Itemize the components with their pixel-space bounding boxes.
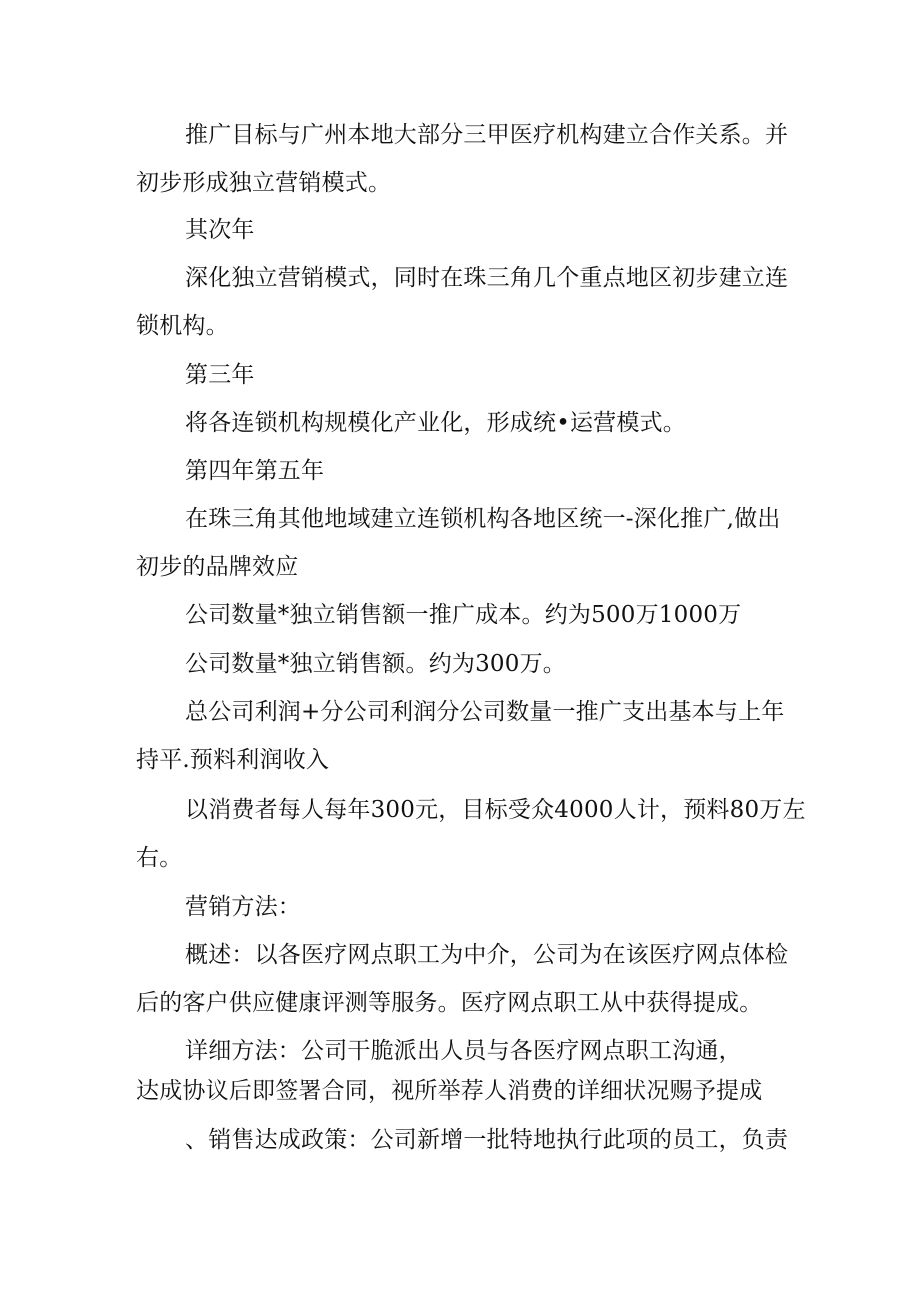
text-line: 初步的品牌效应 — [136, 554, 299, 580]
text-line: 总公司利润+分公司利润分公司数量一推广支出基本与上年 — [185, 699, 785, 725]
text-line: 、销售达成政策：公司新增一批特地执行此项的员工，负责 — [185, 1127, 789, 1153]
text-line: 持平.预料利润收入 — [136, 747, 330, 773]
text-line: 初步形成独立营销模式。 — [136, 170, 392, 196]
text-line: 其次年 — [185, 217, 255, 243]
text-line: 后的客户供应健康评测等服务。医疗网点职工从中获得提成。 — [136, 990, 763, 1016]
text-line: 推广目标与广州本地大部分三甲医疗机构建立合作关系。并 — [185, 122, 789, 148]
text-line: 在珠三角其他地域建立连锁机构各地区统一-深化推广,做出 — [185, 506, 781, 532]
text-line: 第三年 — [185, 362, 255, 388]
text-line: 公司数量*独立销售额。约为300万。 — [185, 651, 566, 677]
text-line: 将各连锁机构规模化产业化，形成统•运营模式。 — [185, 410, 686, 436]
text-line: 营销方法： — [185, 894, 301, 920]
text-line: 详细方法：公司干脆派出人员与各医疗网点职工沟通， — [185, 1038, 742, 1064]
text-line: 第四年第五年 — [185, 458, 325, 484]
text-line: 概述：以各医疗网点职工为中介，公司为在该医疗网点体检 — [185, 942, 789, 968]
text-line: 以消费者每人每年300元，目标受众4000人计，预料80万左 — [185, 797, 806, 823]
text-line: 达成协议后即签署合同，视所举荐人消费的详细状况赐予提成 — [136, 1078, 763, 1104]
text-line: 右。 — [136, 845, 183, 871]
text-line: 锁机构。 — [136, 313, 229, 339]
text-line: 深化独立营销模式，同时在珠三角几个重点地区初步建立连 — [185, 265, 789, 291]
text-line: 公司数量*独立销售额一推广成本。约为500万1000万 — [185, 602, 742, 628]
